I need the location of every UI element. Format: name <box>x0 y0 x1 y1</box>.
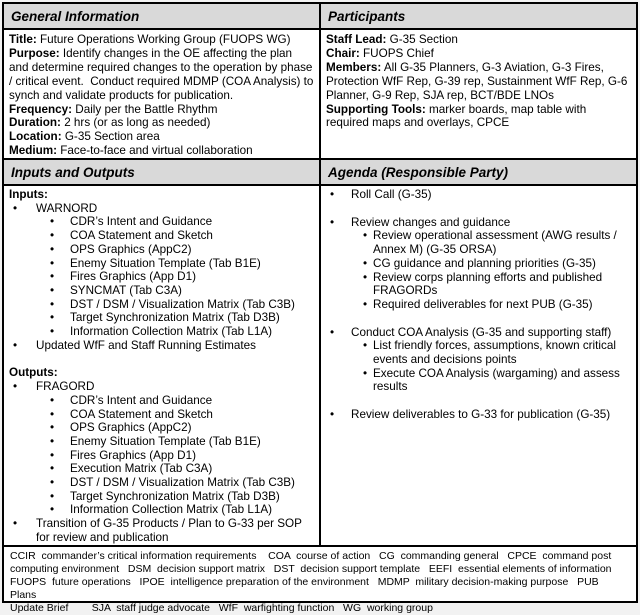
output-item: • Enemy Situation Template (Tab B1E) <box>4 435 317 449</box>
agenda-content <box>321 186 636 545</box>
field-label: Title: <box>9 33 37 46</box>
agenda-item: • Roll Call (G-35) <box>321 188 634 202</box>
field-label: Location: <box>9 130 62 144</box>
output-item: • Transition of G-35 Products / Plan to G-33 per SOP for review and publication <box>4 517 317 544</box>
input-item: • Target Synchronization Matrix (Tab D3B) <box>4 311 317 325</box>
input-item: • Enemy Situation Template (Tab B1E) <box>4 257 317 271</box>
agenda-item: • Review deliverables to G-33 for publication (G-35) <box>321 408 634 422</box>
section-header-agenda: Agenda (Responsible Party) <box>321 160 636 184</box>
input-item: • Fires Graphics (App D1) <box>4 270 317 284</box>
field-label: Medium: <box>9 144 58 158</box>
field-medium <box>9 144 314 158</box>
field-label: Members: <box>326 60 382 74</box>
section-header-inputs-and-outputs: Inputs and Outputs <box>4 160 321 184</box>
field-value: Future Operations Working Group (FUOPS WG) <box>39 33 291 46</box>
input-item: • CDR’s Intent and Guidance <box>4 215 317 229</box>
field-frequency <box>9 103 314 117</box>
section-header-participants: Participants <box>321 4 636 28</box>
output-item: • Fires Graphics (App D1) <box>4 449 317 463</box>
output-item: • CDR’s Intent and Guidance <box>4 394 317 408</box>
input-item: • Updated WfF and Staff Running Estimates <box>4 339 317 353</box>
output-item: • Execution Matrix (Tab C3A) <box>4 462 317 476</box>
field-staff-lead <box>326 33 631 47</box>
agenda-subitem: • CG guidance and planning priorities (G-35) <box>321 257 634 271</box>
acronym-legend <box>4 547 636 614</box>
inputs-label: Inputs: <box>9 188 48 201</box>
output-item: • COA Statement and Sketch <box>4 408 317 422</box>
inputs-list <box>4 202 317 353</box>
field-members <box>326 61 631 103</box>
field-value: Identify changes in the OE affecting the plan and determine required changes to the operation by phase / critical event. Conduct required MDMP (COA Analysis) to synch and validate products for publication. <box>9 46 314 102</box>
agenda-subitem: • Required deliverables for next PUB (G-35) <box>321 298 634 312</box>
field-label: Frequency: <box>9 102 72 116</box>
agenda-item: • Conduct COA Analysis (G-35 and supporting staff) <box>321 326 634 340</box>
header-row-2 <box>4 160 636 186</box>
field-supporting-tools <box>326 103 631 131</box>
output-item: • FRAGORD <box>4 380 317 394</box>
field-duration <box>9 116 314 130</box>
legend-line: Update Brief SJA staff judge advocate WfF warfighting function WG working group <box>10 601 433 614</box>
field-label: Duration: <box>9 116 61 130</box>
inputs-outputs-content <box>4 186 321 545</box>
output-item: • Information Collection Matrix (Tab L1A) <box>4 503 317 517</box>
field-location <box>9 130 314 144</box>
input-item: • WARNORD <box>4 202 317 216</box>
field-value: All G-35 Planners, G-3 Aviation, G-3 Fires, Protection WfF Rep, G-39 rep, Sustainment WfF Rep, G-6 Planner, G-9 Rep, SJA rep, BCT/BDE LNOs <box>326 60 628 102</box>
field-value: G-35 Section area <box>64 130 160 144</box>
input-item: • Information Collection Matrix (Tab L1A) <box>4 325 317 339</box>
input-item: • COA Statement and Sketch <box>4 229 317 243</box>
field-value: Face-to-face and virtual collaboration <box>60 144 253 158</box>
field-title <box>9 33 314 47</box>
output-item: • OPS Graphics (AppC2) <box>4 421 317 435</box>
agenda-list <box>321 188 634 422</box>
quad-chart <box>2 2 638 614</box>
section-header-general-information: General Information <box>4 4 321 28</box>
field-purpose <box>9 47 314 103</box>
field-value: Daily per the Battle Rhythm <box>75 102 218 116</box>
field-label: Purpose: <box>9 46 60 60</box>
outputs-list <box>4 380 317 544</box>
general-information-content <box>4 30 321 158</box>
legend-line: CCIR commander’s critical information requirements COA course of action CG commanding general CPCE command post <box>10 549 612 562</box>
content-row-1 <box>4 30 636 160</box>
output-item: • Target Synchronization Matrix (Tab D3B) <box>4 490 317 504</box>
participants-content <box>321 30 636 158</box>
agenda-subitem: • Review operational assessment (AWG results / Annex M) (G-35 ORSA) <box>321 229 634 256</box>
field-value: 2 hrs (or as long as needed) <box>64 116 211 130</box>
field-label: Supporting Tools: <box>326 102 426 116</box>
input-item: • OPS Graphics (AppC2) <box>4 243 317 257</box>
field-value: marker boards, map table with required maps and overlays, CPCE <box>326 102 587 130</box>
agenda-subitem: • Execute COA Analysis (wargaming) and assess results <box>321 367 634 394</box>
agenda-item: • Review changes and guidance <box>321 216 634 230</box>
legend-line: FUOPS future operations IPOE intelligence preparation of the environment MDMP military decision-making purpose PUB Plans <box>10 575 605 601</box>
content-row-2 <box>4 186 636 547</box>
input-item: • SYNCMAT (Tab C3A) <box>4 284 317 298</box>
field-chair <box>326 47 631 61</box>
legend-line: computing environment DSM decision support matrix DST decision support template EEFI essential elements of information <box>10 562 612 575</box>
header-row-1 <box>4 4 636 30</box>
field-value: G-35 Section <box>389 33 458 46</box>
input-item: • DST / DSM / Visualization Matrix (Tab C3B) <box>4 298 317 312</box>
field-label: Staff Lead: <box>326 33 387 46</box>
agenda-subitem: • List friendly forces, assumptions, known critical events and decisions points <box>321 339 634 366</box>
field-value: FUOPS Chief <box>363 46 434 60</box>
field-label: Chair: <box>326 46 360 60</box>
output-item: • DST / DSM / Visualization Matrix (Tab C3B) <box>4 476 317 490</box>
agenda-subitem: • Review corps planning efforts and published FRAGORDs <box>321 271 634 298</box>
outputs-label: Outputs: <box>9 366 58 380</box>
